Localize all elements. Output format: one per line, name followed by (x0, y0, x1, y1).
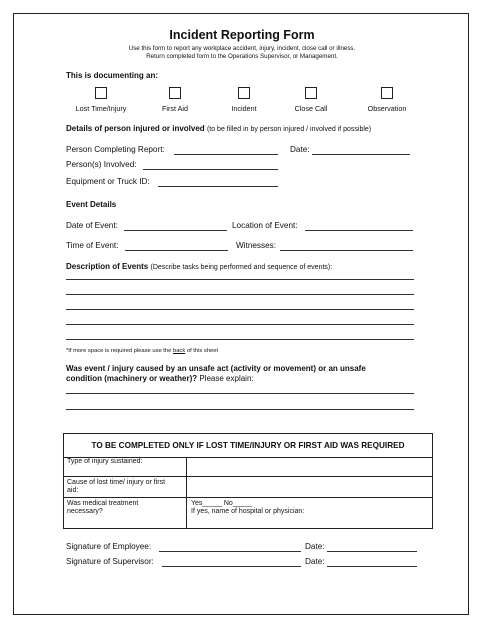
description-line[interactable] (66, 324, 414, 325)
supervisor-signature-field[interactable] (162, 566, 301, 567)
option-label-first-aid: First Aid (162, 104, 188, 113)
cause-of-lost-time-field[interactable] (189, 477, 429, 496)
checkbox-close-call[interactable] (305, 87, 317, 99)
documenting-heading: This is documenting an: (66, 71, 159, 80)
description-line[interactable] (66, 294, 414, 295)
type-of-injury-label: Type of injury sustained: (67, 458, 143, 465)
option-label-close-call: Close Call (294, 104, 328, 113)
report-date-label: Date: (290, 145, 310, 154)
type-of-injury-field[interactable] (189, 457, 429, 475)
details-heading-note: (to be filled in by person injured / involved if possible) (206, 126, 372, 133)
checkbox-observation[interactable] (381, 87, 393, 99)
form-subtitle-line2: Return completed form to the Operations Supervisor, or Management. (146, 53, 338, 60)
cause-question-line1: Was event / injury caused by an unsafe act (activity or movement) or an unsafe (66, 364, 366, 373)
option-label-observation: Observation (367, 104, 407, 113)
description-line[interactable] (66, 309, 414, 310)
location-of-event-field[interactable] (305, 230, 413, 231)
time-of-event-field[interactable] (125, 250, 228, 251)
persons-involved-field[interactable] (143, 169, 278, 170)
form-page (13, 13, 469, 615)
description-line[interactable] (66, 339, 414, 340)
form-title: Incident Reporting Form (169, 28, 315, 42)
supervisor-date-label: Date: (305, 557, 325, 566)
option-label-lost-time-injury: Lost Time/Injury (75, 104, 127, 113)
equipment-label: Equipment or Truck ID: (66, 177, 150, 186)
employee-date-label: Date: (305, 542, 325, 551)
table-row-type-of-injury (64, 457, 432, 477)
lost-time-table-header: TO BE COMPLETED ONLY IF LOST TIME/INJURY OR FIRST AID WAS REQUIRED (64, 434, 432, 458)
checkbox-incident[interactable] (238, 87, 250, 99)
yes-no-field[interactable]: Yes_____ No_____ (191, 500, 253, 507)
supervisor-date-field[interactable] (327, 566, 417, 567)
report-date-field[interactable] (312, 154, 410, 155)
option-label-incident: Incident (231, 104, 257, 113)
space-footnote: *If more space is required please use the back of this sheet (66, 348, 219, 354)
checkbox-first-aid[interactable] (169, 87, 181, 99)
employee-date-field[interactable] (327, 551, 417, 552)
time-of-event-label: Time of Event: (66, 241, 119, 250)
lost-time-table (63, 433, 433, 529)
cause-explain-line[interactable] (66, 393, 414, 394)
hospital-physician-label: If yes, name of hospital or physician: (191, 508, 305, 515)
person-completing-label: Person Completing Report: (66, 145, 165, 154)
details-heading: Details of person injured or involved (to be filled in by person injured / involved if possible) (66, 124, 372, 133)
medical-treatment-label: Was medical treatment necessary? (67, 500, 139, 516)
person-completing-field[interactable] (174, 154, 278, 155)
employee-signature-field[interactable] (159, 551, 301, 552)
persons-involved-label: Person(s) Involved: (66, 160, 137, 169)
witnesses-label: Witnesses: (236, 241, 277, 250)
cause-explain-line[interactable] (66, 409, 414, 410)
supervisor-signature-label: Signature of Supervisor: (66, 557, 154, 566)
cause-question-line2: condition (machinery or weather)? Please explain: (66, 374, 254, 383)
table-row-medical-treatment (64, 498, 432, 528)
date-of-event-field[interactable] (124, 230, 227, 231)
cause-of-lost-time-label: Cause of lost time/ injury or first aid: (67, 479, 166, 495)
description-heading-note: (Describe tasks being performed and sequence of events): (150, 264, 333, 271)
table-row-cause-of-lost-time (64, 477, 432, 498)
equipment-field[interactable] (158, 186, 278, 187)
form-subtitle-line1: Use this form to report any workplace accident, injury, incident, close call or illness. (128, 45, 356, 52)
event-details-heading: Event Details (66, 200, 117, 209)
checkbox-lost-time-injury[interactable] (95, 87, 107, 99)
description-heading: Description of Events (Describe tasks being performed and sequence of events): (66, 262, 333, 271)
description-line[interactable] (66, 279, 414, 280)
date-of-event-label: Date of Event: (66, 221, 118, 230)
location-of-event-label: Location of Event: (232, 221, 298, 230)
witnesses-field[interactable] (280, 250, 413, 251)
employee-signature-label: Signature of Employee: (66, 542, 152, 551)
back-of-sheet-text: back (172, 348, 186, 354)
